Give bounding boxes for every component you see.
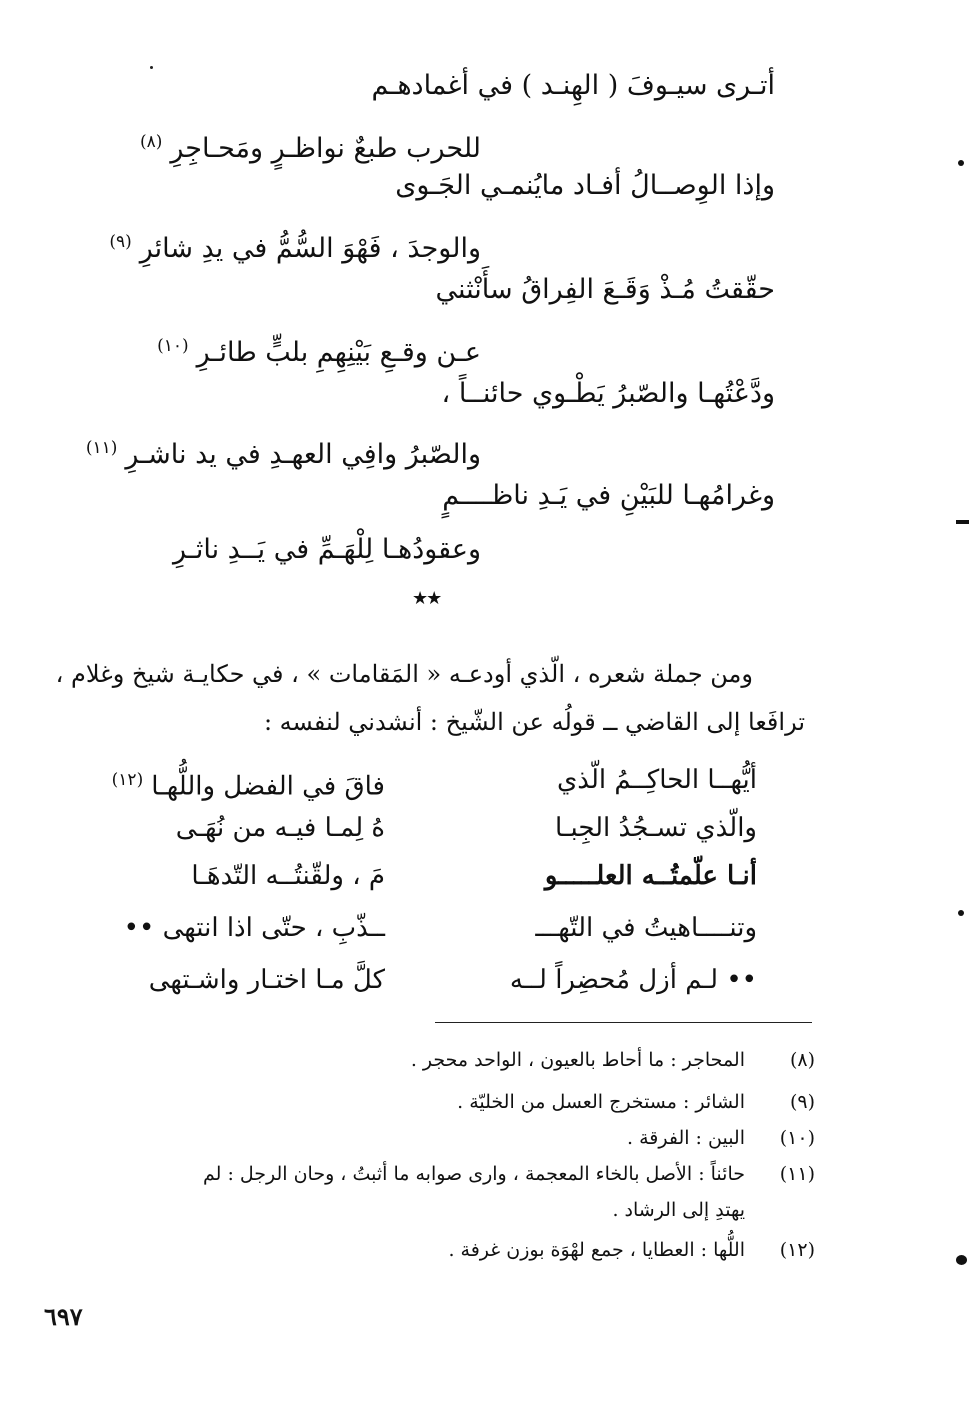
footnote-number-9: (٩) (789, 1091, 815, 1113)
footnote-number-8: (٨) (789, 1049, 815, 1071)
page-number: ٦٩٧ (44, 1302, 83, 1331)
footnote-12-text: اللُّها : العطايا ، جمع لهْوَة بوزن غرفة . (448, 1239, 745, 1261)
footnote-11-text-line-1: حائناً : الأصل بالخاء المعجمة ، وارى صوابه ما أثبتُ ، وحان الرجل : لم (202, 1163, 745, 1185)
poem1-line-5: حقّقتُ مُـذْ وَقَـعَ الفِراقُ سأَنْثني (435, 274, 775, 305)
scan-edge-mark (956, 1255, 967, 1265)
poem2-left-line-1 (112, 760, 385, 807)
poem1-line-7: ودَّعْتُهـا والصّبرُ يَطْـوي حائنــاً ، (441, 378, 775, 409)
footnote-mark-11: (١١) (85, 438, 118, 458)
footnote-mark-12: (١٢) (111, 770, 144, 790)
poem2-left-line-4: ــذّبِ ، حتّى اذا انتهى •• (123, 913, 385, 943)
scan-edge-mark (958, 910, 964, 916)
ink-speck (150, 66, 153, 69)
footnote-9-text: الشائر : مستخرج العسل من الخليّة . (457, 1091, 745, 1113)
poem2-right-line-4: وتنــــاهيتُ في التّهـــ (535, 913, 757, 943)
poem1-line-8 (86, 428, 481, 475)
poem1-line-2 (140, 122, 481, 169)
poem1-line-10: وعقودُهـا لِلْهَـمِّ في يَــدِ ناثـرِ (173, 534, 481, 565)
poem2-left-line-2: هُ لِمـا فيـه من نُهَـى (175, 813, 385, 843)
footnote-mark-9: (٩) (109, 232, 132, 252)
scan-edge-mark (958, 160, 964, 166)
footnote-divider (435, 1022, 812, 1023)
poem1-line-text: للحرب طبعٌ نواظـرٍ ومَحـاجِرِ (170, 133, 481, 164)
poem2-right-line-1: أيُّهــا الحاكِــمُ الّذي (556, 765, 757, 795)
poem1-line-text: والوجدَ ، فَهْوَ السُّمُّ في يدِ شائرِ (139, 233, 481, 264)
poem2-left-line-3: مَ ، ولقّنتُــه التّدهَـا (191, 861, 385, 891)
poem2-right-line-3: أنـا علّمتُــه العلـــــو (544, 861, 757, 891)
poem2-right-line-2: والّذي تسـجُدُ الجِبـا (554, 813, 757, 843)
poem2-left-line-5: كلَّ مـا اختـار واشـتهى (148, 965, 385, 995)
section-separator-stars: ★★ (412, 588, 441, 609)
footnote-10-text: البين : الفرقة . (627, 1127, 745, 1149)
poem1-line-text: عـن وقـعِ بَيْنِهِمِ بلبٍّ طائـرِ (196, 337, 481, 368)
poem2-right-line-5: •• لـم أزل مُحضِراً لــه (509, 965, 757, 995)
footnote-mark-8: (٨) (139, 132, 163, 152)
footnote-mark-10: (١٠) (157, 336, 189, 356)
footnote-number-10: (١٠) (779, 1127, 815, 1149)
footnote-8-text: المحاجر : ما أحاط بالعيون ، الواحد محجر . (410, 1049, 745, 1071)
prose-line-2: ترافَعا إلى القاضي ــ قولُه عن الشّيخ : أنشدني لنفسه : (263, 708, 805, 736)
poem2-left-text: فاقَ في الفضل واللُّهـا (151, 771, 385, 802)
poem1-line-3: وإذا الوِصــالُ أفـاد مايُنمـي الجَـوى (395, 170, 775, 201)
prose-line-1: ومن جملة شعره ، الّذي أودعـه « المَقامات » ، في حكايـة شيخ وغلام ، (55, 660, 753, 688)
poem1-line-9: وغرامُهـا للبَيْنِ في يَـدِ ناظــــمٍ (442, 480, 775, 511)
scan-edge-mark (956, 520, 969, 524)
poem1-line-text: والصّبرُ وافِي العهـدِ في يد ناشـرِ (125, 439, 481, 470)
poem1-line-6 (157, 326, 481, 373)
poem1-line-1: أتـرى سيـوفَ ( الهِنـد ) في أغمادهـم (371, 70, 775, 101)
footnote-11-text-line-2: يهتدِ إلى الرشاد . (612, 1199, 745, 1221)
footnote-number-12: (١٢) (779, 1239, 815, 1261)
poem1-line-4 (109, 222, 481, 269)
footnote-number-11: (١١) (779, 1163, 815, 1185)
